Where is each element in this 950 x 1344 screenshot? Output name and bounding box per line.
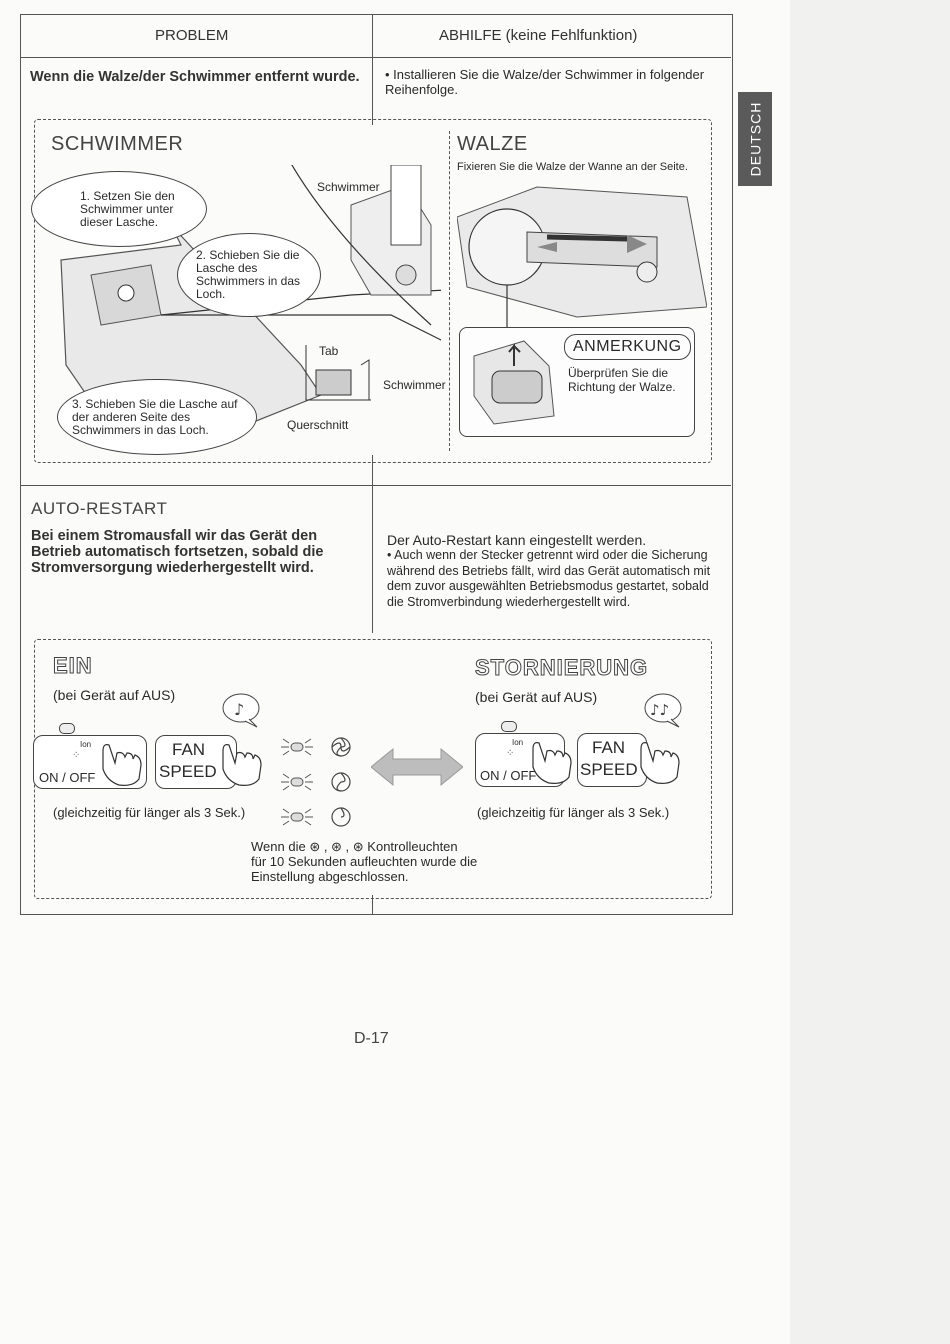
auto-restart-problem: Bei einem Stromausfall wir das Gerät den Betrieb automatisch fortsetzen, sobald die Stromversorgung wiederhergestellt wird. — [31, 528, 324, 576]
float-label: Schwimmer — [317, 180, 380, 194]
bidirectional-arrow-icon — [371, 747, 463, 787]
roller-check-icon — [464, 336, 560, 428]
cancel-condition: (bei Gerät auf AUS) — [475, 689, 598, 705]
on-confirmation-text: Wenn die ⊛ , ⊛ , ⊛ Kontrolleuchten für 10 Sekunden aufleuchten wurde die Einstellung abgeschlossen. — [251, 839, 478, 884]
note-box — [459, 327, 695, 437]
cancel-onoff-button[interactable]: Ion ⁘ ON / OFF — [475, 733, 565, 787]
roller-section-title: WALZE — [457, 133, 528, 155]
header-problem: PROBLEM — [155, 27, 229, 44]
cancel-hold-note: (gleichzeitig für länger als 3 Sek.) — [477, 805, 670, 820]
roller-instruction: Fixieren Sie die Walze der Wanne an der Seite. — [457, 161, 688, 173]
fan-speed-indicator-icon — [279, 733, 359, 833]
svg-text:♪♪: ♪♪ — [650, 701, 670, 719]
step1-callout: 1. Setzen Sie den Schwimmer unter dieser Lasche. — [31, 171, 207, 247]
illustration-divider — [449, 131, 450, 451]
on-fan-speed-button[interactable]: FAN SPEED — [155, 735, 237, 789]
roller-part-icon — [457, 177, 707, 327]
cross-section-label: Querschnitt — [287, 418, 349, 432]
pointing-hand-icon — [633, 737, 687, 787]
note-text: Überprüfen Sie die Richtung der Walze. — [568, 366, 676, 394]
pointing-hand-icon — [95, 739, 145, 787]
ion-dots-icon: ⁘ — [506, 748, 515, 759]
double-beep-note-icon — [641, 691, 691, 731]
cancel-section-title: STORNIERUNG — [475, 655, 649, 680]
on-onoff-button[interactable]: Ion ⁘ ON / OFF — [33, 735, 147, 789]
row-divider — [21, 485, 731, 486]
on-hold-note: (gleichzeitig für länger als 3 Sek.) — [53, 805, 246, 820]
auto-restart-detail: • Auch wenn der Stecker getrennt wird oder die Sicherung während des Betriebs fällt, wird das Gerät automatisch mit dem zuvor ausgewählten Betriebsmodus gestartet, sobald die Stromverbindung wiederhergestellt wird. — [387, 548, 711, 609]
column-divider-middle — [372, 455, 373, 633]
page-number: D-17 — [354, 1030, 389, 1047]
cancel-fan-speed-button[interactable]: FAN SPEED — [577, 733, 647, 787]
problem-roller-removed: Wenn die Walze/der Schwimmer entfernt wurde. — [30, 69, 360, 85]
cancel-indicator-led — [501, 721, 517, 732]
header-divider — [21, 57, 731, 58]
fan-high-icon: ⊛ , ⊛ , ⊛ — [309, 839, 364, 854]
pointing-hand-icon — [215, 739, 265, 787]
on-condition: (bei Gerät auf AUS) — [53, 687, 176, 703]
language-tab: DEUTSCH — [738, 92, 772, 186]
page-margin-strip — [790, 0, 950, 1344]
on-section-title: EIN — [53, 653, 93, 678]
pointing-hand-icon — [525, 737, 575, 785]
note-title: ANMERKUNG — [564, 334, 691, 360]
step3-callout: 3. Schieben Sie die Lasche auf der anderen Seite des Schwimmers in das Loch. — [57, 379, 257, 455]
column-divider-top — [372, 15, 373, 125]
troubleshooting-table — [20, 14, 733, 915]
header-remedy: ABHILFE (keine Fehlfunktion) — [439, 27, 638, 44]
float-label-cross: Schwimmer — [383, 378, 446, 392]
auto-restart-title: AUTO-RESTART — [31, 499, 168, 518]
remedy-install-order: • Installieren Sie die Walze/der Schwimmer in folgender Reihenfolge. — [385, 67, 705, 97]
beep-note-icon — [219, 691, 269, 731]
ion-dots-icon: ⁘ — [72, 750, 81, 761]
on-indicator-led — [59, 723, 75, 734]
svg-text:♪: ♪ — [234, 700, 245, 719]
float-section-title: SCHWIMMER — [51, 133, 184, 155]
step2-callout: 2. Schieben Sie die Lasche des Schwimmers in das Loch. — [177, 233, 321, 317]
auto-restart-lead: Der Auto-Restart kann eingestellt werden. — [387, 532, 647, 548]
tab-label: Tab — [319, 344, 339, 358]
